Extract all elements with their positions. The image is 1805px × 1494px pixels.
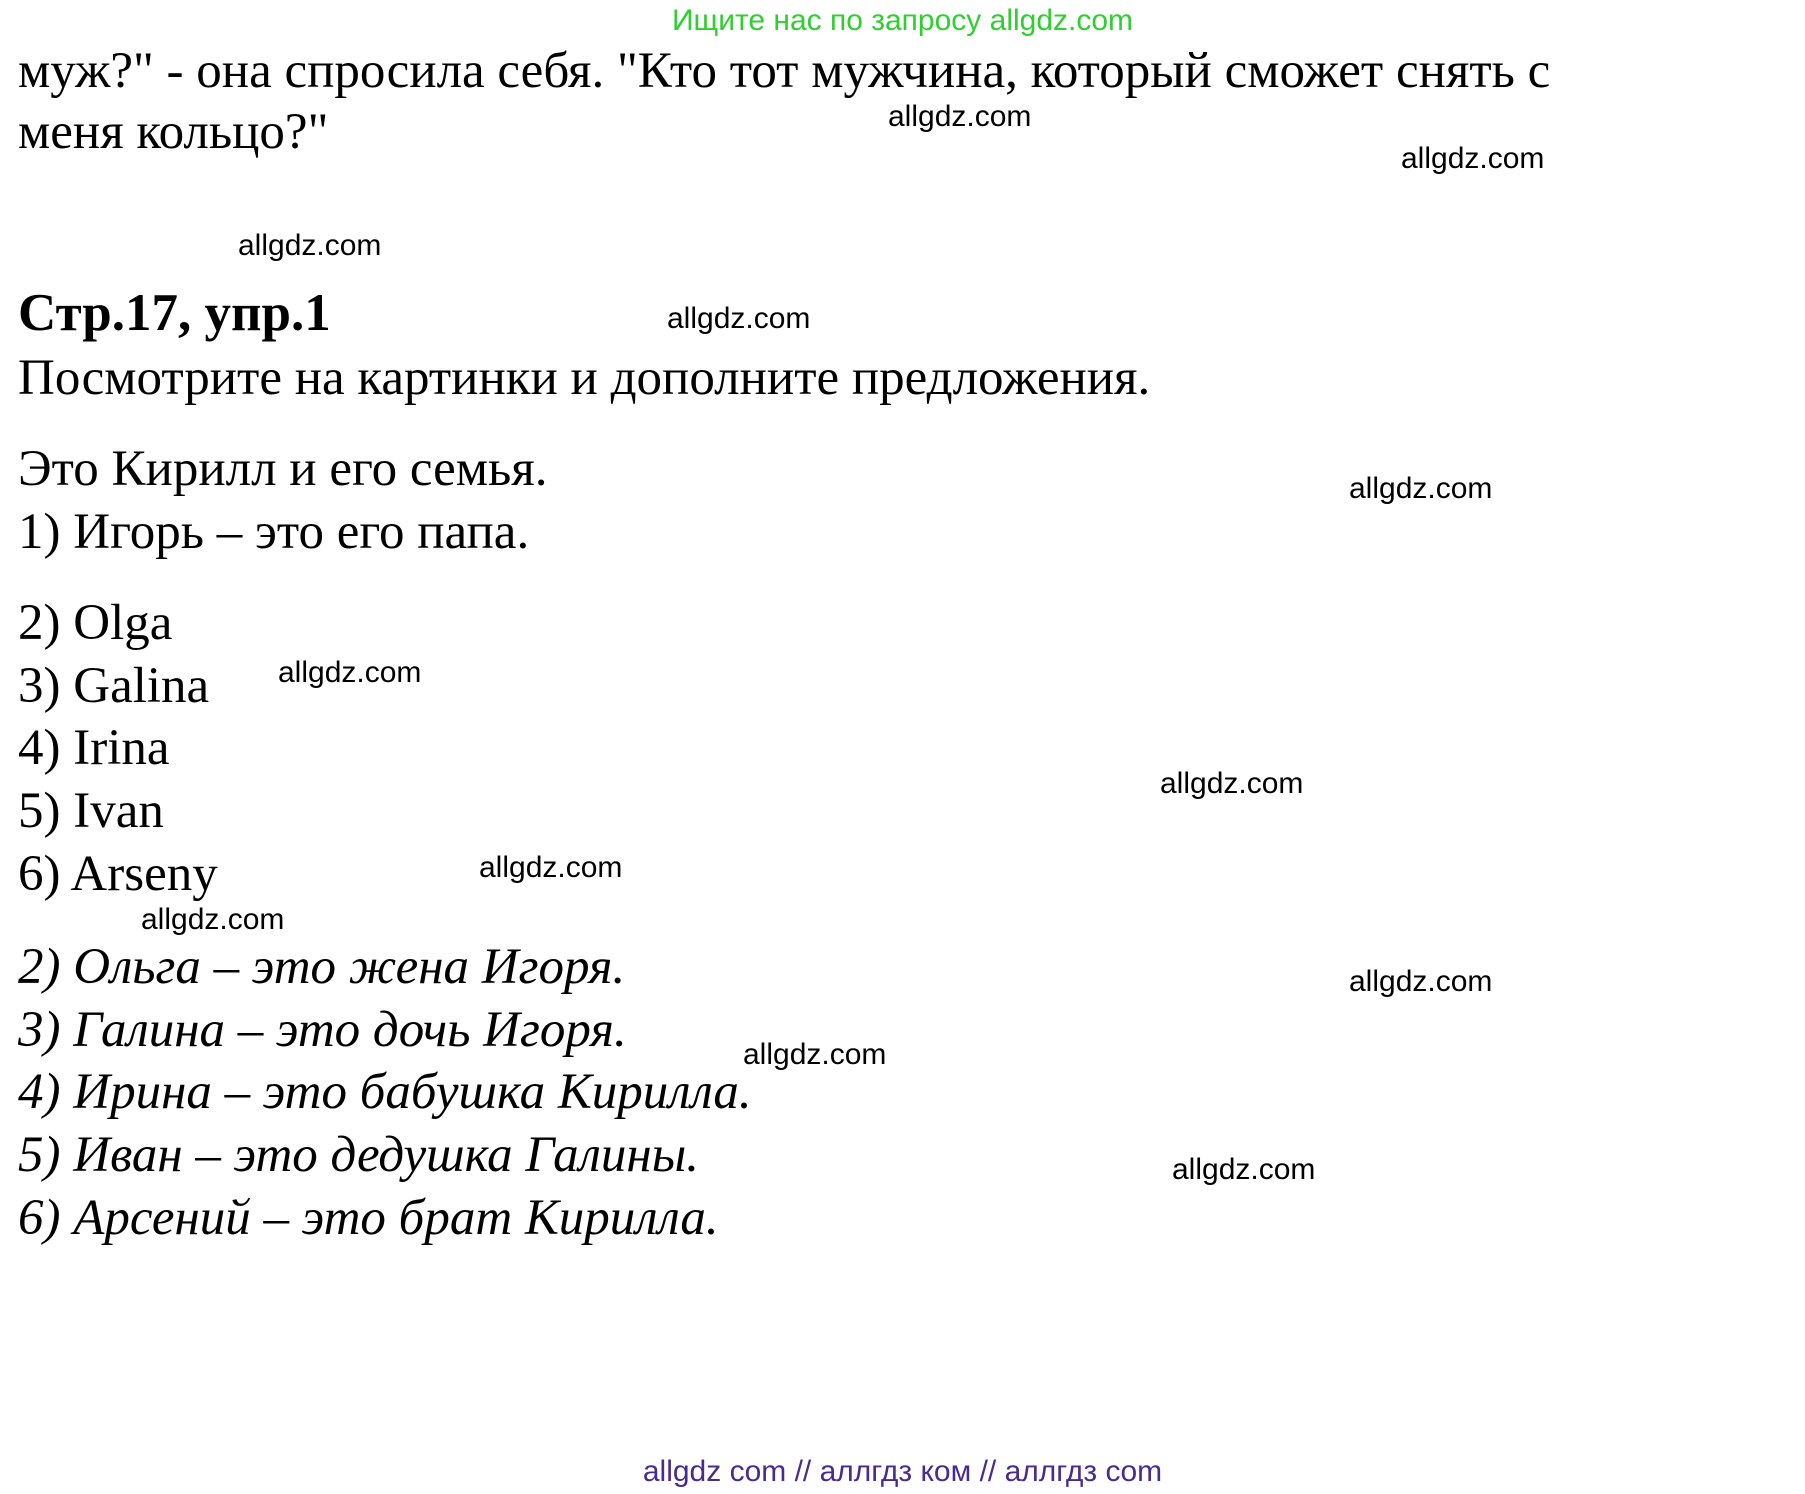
watermark: allgdz.com (743, 1038, 887, 1071)
name-item: 6) Arseny (18, 846, 218, 902)
answer-line: 5) Иван – это дедушка Галины. (18, 1127, 700, 1183)
top-banner: Ищите нас по запросу allgdz.com (671, 4, 1134, 37)
instruction-text: Посмотрите на картинки и дополните предложения. (18, 350, 1151, 406)
answer-line: 3) Галина – это дочь Игоря. (18, 1002, 627, 1058)
watermark: allgdz.com (1349, 965, 1493, 998)
watermark: allgdz.com (479, 851, 623, 884)
name-item: 4) Irina (18, 720, 170, 776)
name-item: 5) Ivan (18, 783, 164, 839)
watermark: allgdz.com (888, 100, 1032, 133)
watermark: allgdz.com (667, 302, 811, 335)
watermark: allgdz.com (141, 903, 285, 936)
intro-line: муж?" - она спросила себя. "Кто тот мужчина, который сможет снять с (18, 43, 1551, 99)
watermark: allgdz.com (238, 229, 382, 262)
watermark: allgdz.com (278, 656, 422, 689)
answer-line: 6) Арсений – это брат Кирилла. (18, 1190, 719, 1246)
bottom-banner: allgdz com // аллгдз ком // аллгдз com (642, 1455, 1163, 1488)
answer-line: 4) Ирина – это бабушка Кирилла. (18, 1064, 752, 1120)
context-text: Это Кирилл и его семья. (18, 441, 548, 497)
watermark: allgdz.com (1401, 142, 1545, 175)
watermark: allgdz.com (1349, 472, 1493, 505)
exercise-title: Стр.17, упр.1 (18, 284, 331, 342)
watermark: allgdz.com (1172, 1153, 1316, 1186)
name-item: 3) Galina (18, 658, 210, 714)
example-line: 1) Игорь – это его папа. (18, 504, 530, 560)
answer-line: 2) Ольга – это жена Игоря. (18, 939, 626, 995)
watermark: allgdz.com (1160, 767, 1304, 800)
name-item: 2) Olga (18, 595, 173, 651)
intro-line: меня кольцо?" (18, 104, 329, 160)
